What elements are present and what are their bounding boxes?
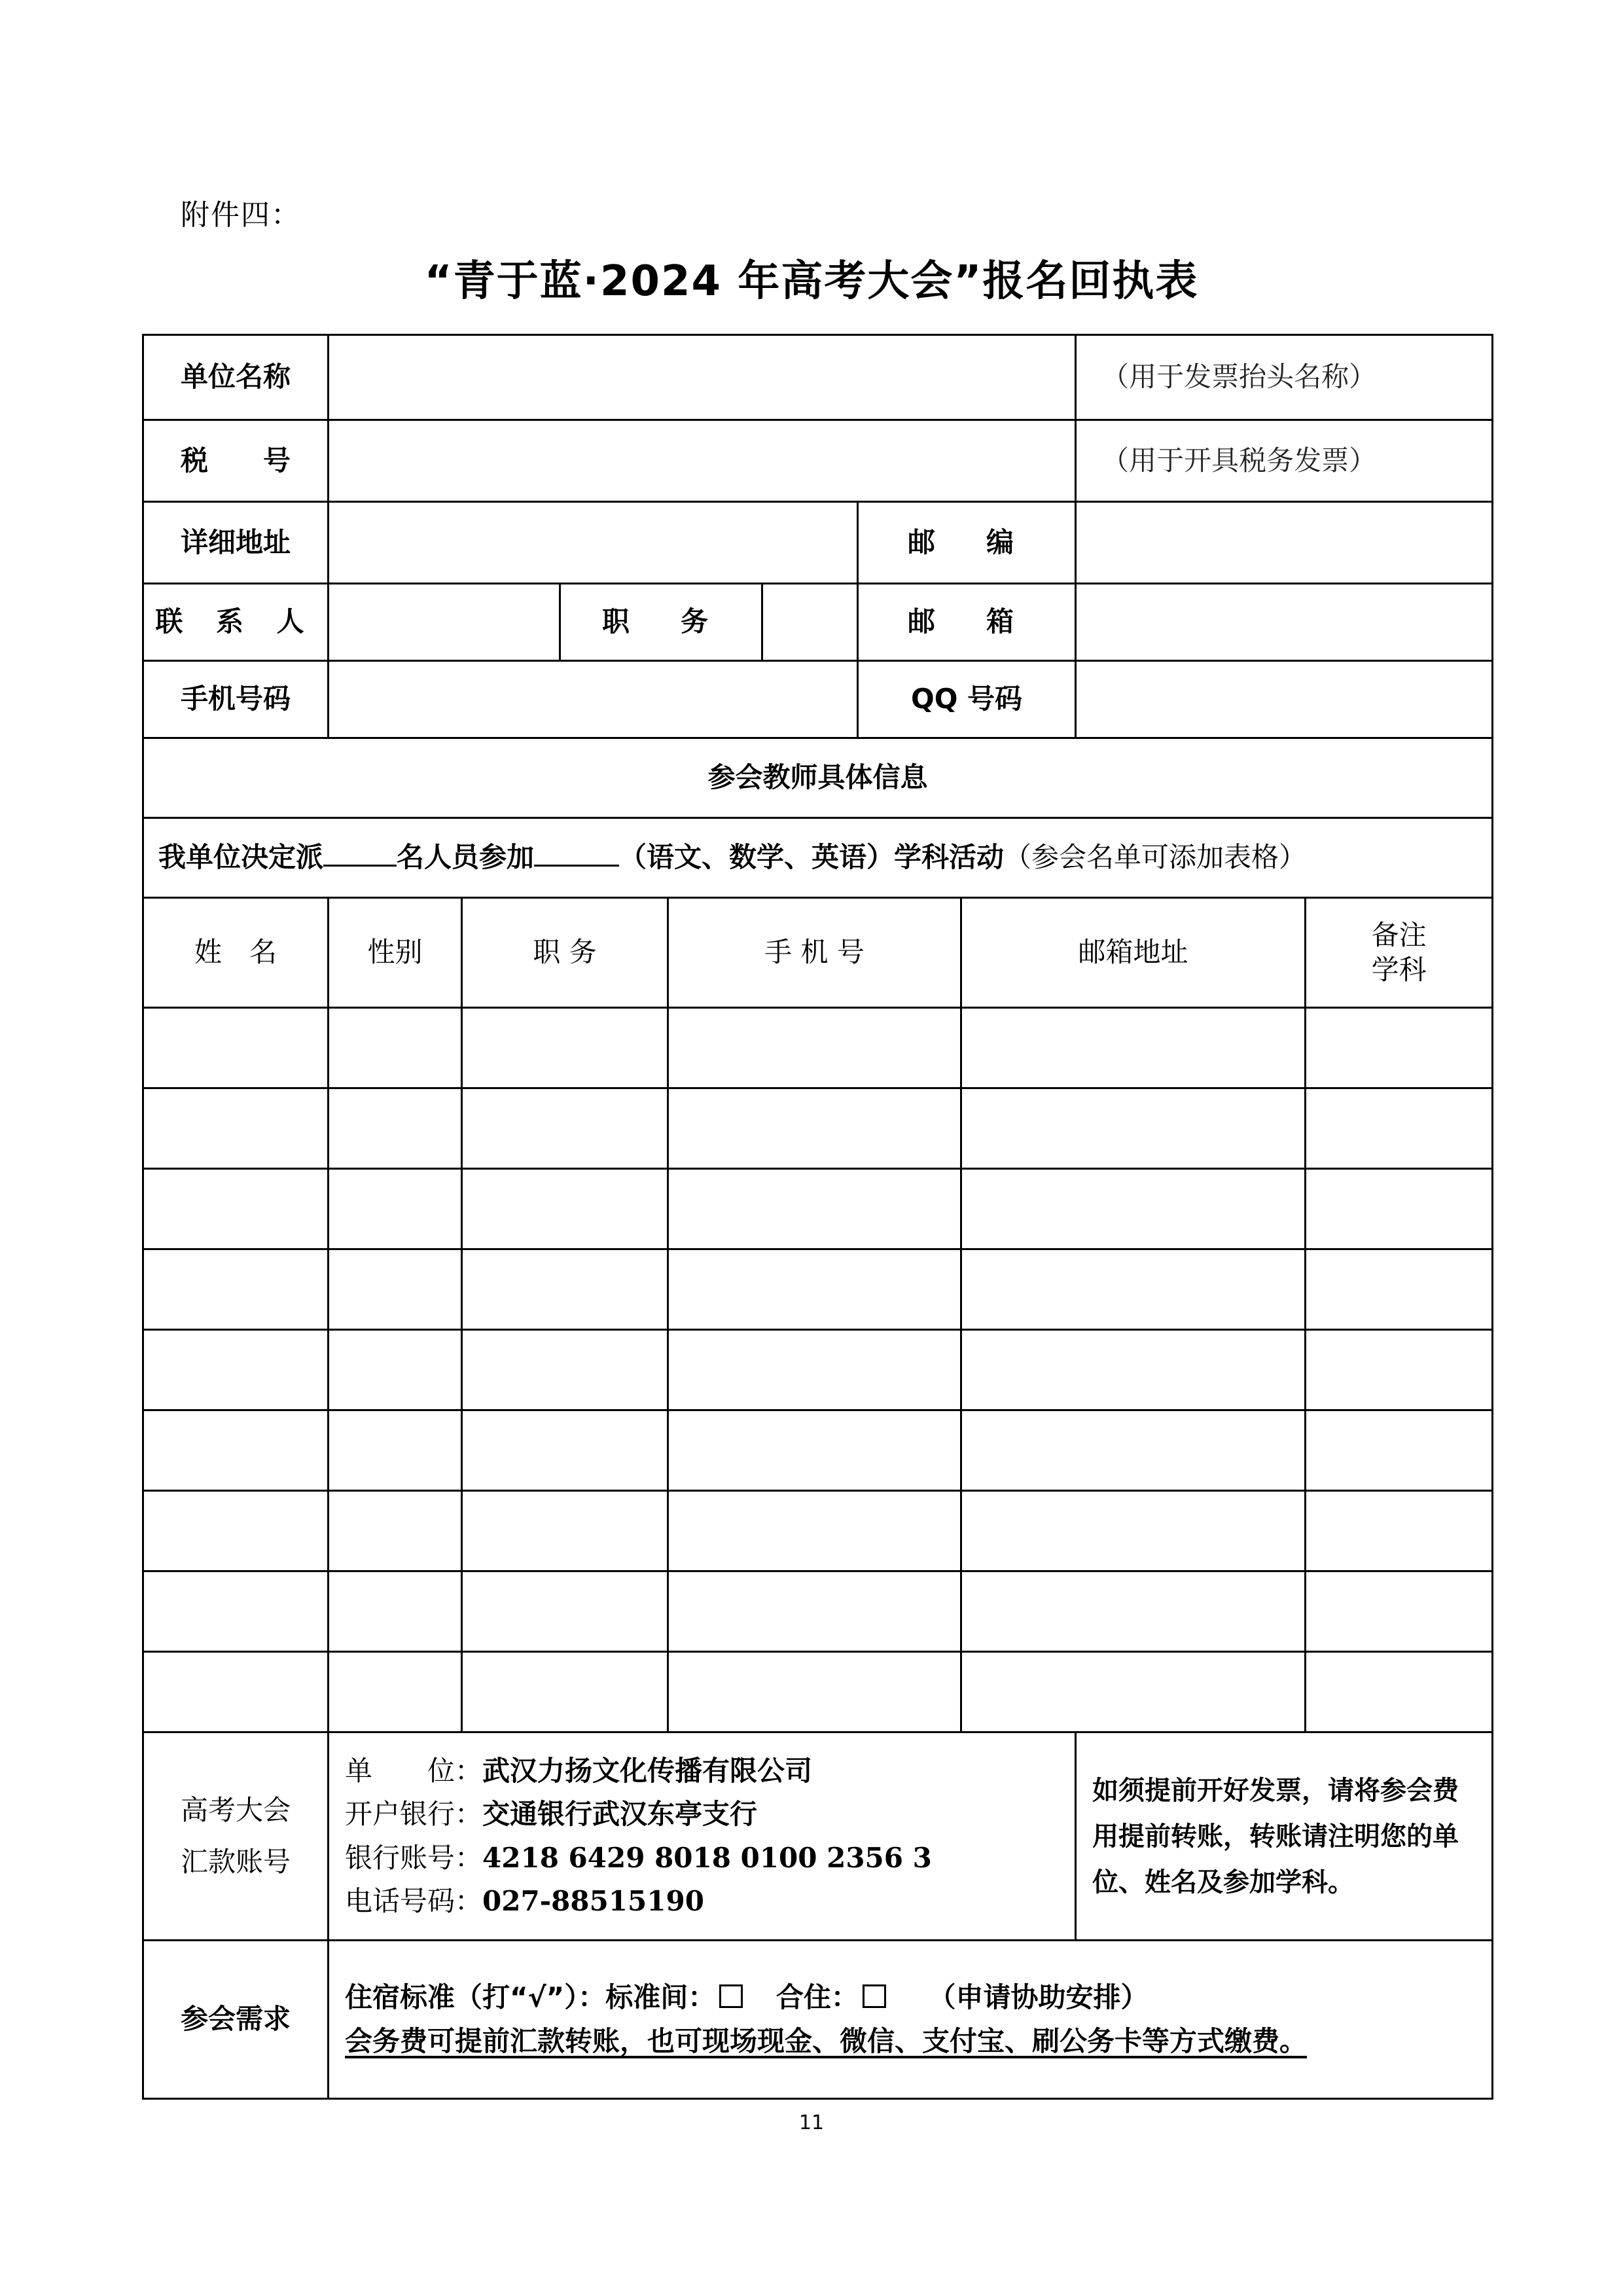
cell-gender[interactable] <box>329 1008 462 1088</box>
tax-row <box>143 420 1493 502</box>
dispatch-text-2: 名人员参加 <box>397 841 535 874</box>
postcode-label: 邮 编 <box>858 502 1076 584</box>
standard-room-checkbox[interactable] <box>719 1984 743 2008</box>
page-number: 11 <box>798 2111 825 2134</box>
unit-label: 单位名称 <box>143 335 329 420</box>
postcode-field[interactable] <box>1076 502 1493 584</box>
cell-name[interactable] <box>143 1008 329 1088</box>
cell-remark[interactable] <box>1306 1491 1493 1571</box>
payment-tel: 电话号码：027-88515190 <box>345 1885 704 1917</box>
requirements-label: 参会需求 <box>143 1941 329 2099</box>
cell-position[interactable] <box>462 1652 668 1732</box>
cell-name[interactable] <box>143 1169 329 1249</box>
payment-row <box>143 1732 1493 1941</box>
address-field[interactable] <box>329 502 858 584</box>
phone-label: 手机号码 <box>143 661 329 738</box>
phone-row <box>143 661 1493 738</box>
unit-row <box>143 335 1493 420</box>
cell-remark[interactable] <box>1306 1008 1493 1088</box>
cell-mobile[interactable] <box>668 1249 961 1330</box>
lodging-label: 住宿标准（打“√”）：标准间： <box>345 1981 716 2013</box>
cell-position[interactable] <box>462 1410 668 1491</box>
cell-remark[interactable] <box>1306 1410 1493 1491</box>
table-row <box>143 1652 1493 1732</box>
payment-unit: 单 位：武汉力扬文化传播有限公司 <box>345 1754 813 1787</box>
unit-field[interactable] <box>329 335 1076 420</box>
requirements-details <box>329 1941 1493 2099</box>
email-field[interactable] <box>1076 584 1493 661</box>
email-label: 邮 箱 <box>858 584 1076 661</box>
cell-email[interactable] <box>961 1088 1306 1169</box>
header-email: 邮箱地址 <box>961 898 1306 1008</box>
cell-position[interactable] <box>462 1088 668 1169</box>
header-position: 职 务 <box>462 898 668 1008</box>
contact-label: 联 系 人 <box>143 584 329 661</box>
table-row <box>143 1571 1493 1652</box>
attachment-label: 附件四： <box>181 198 301 232</box>
cell-remark[interactable] <box>1306 1330 1493 1410</box>
cell-remark[interactable] <box>1306 1571 1493 1652</box>
cell-mobile[interactable] <box>668 1410 961 1491</box>
teachers-section-title: 参会教师具体信息 <box>143 738 1493 818</box>
cell-mobile[interactable] <box>668 1491 961 1571</box>
header-remark-line1: 备注 <box>1371 919 1427 951</box>
cell-mobile[interactable] <box>668 1008 961 1088</box>
qq-field[interactable] <box>1076 661 1493 738</box>
header-remark-line2: 学科 <box>1371 953 1427 986</box>
cell-name[interactable] <box>143 1249 329 1330</box>
cell-email[interactable] <box>961 1249 1306 1330</box>
cell-mobile[interactable] <box>668 1652 961 1732</box>
cell-mobile[interactable] <box>668 1169 961 1249</box>
table-row <box>143 1169 1493 1249</box>
payment-method-note: 会务费可提前汇款转账，也可现场现金、微信、支付宝、刷公务卡等方式缴费。 <box>345 2024 1308 2057</box>
payment-label-line2: 汇款账号 <box>181 1845 291 1878</box>
payment-label-line1: 高考大会 <box>181 1794 291 1826</box>
address-label: 详细地址 <box>143 502 329 584</box>
form-title: “青于蓝·2024 年高考大会”报名回执表 <box>424 257 1199 306</box>
cell-gender[interactable] <box>329 1491 462 1571</box>
cell-gender[interactable] <box>329 1330 462 1410</box>
payment-label <box>143 1732 329 1941</box>
header-mobile: 手 机 号 <box>668 898 961 1008</box>
payment-details <box>329 1732 1076 1941</box>
teachers-section-row <box>143 738 1493 818</box>
cell-mobile[interactable] <box>668 1330 961 1410</box>
cell-mobile[interactable] <box>668 1088 961 1169</box>
dispatch-text-4: （参会名单可添加表格） <box>1004 841 1307 874</box>
payment-bank: 开户银行：交通银行武汉东亭支行 <box>345 1798 758 1830</box>
header-name: 姓 名 <box>143 898 329 1008</box>
lodging-line <box>345 1981 1491 2015</box>
invoice-note: 如须提前开好发票，请将参会费用提前转账，转账请注明您的单位、姓名及参加学科。 <box>1076 1732 1493 1941</box>
contact-row <box>143 584 1493 661</box>
tax-note: （用于开具税务发票） <box>1076 420 1493 502</box>
table-row <box>143 1491 1493 1571</box>
requirements-row <box>143 1941 1493 2099</box>
table-row <box>143 1008 1493 1088</box>
registration-form <box>142 334 1493 2100</box>
unit-note: （用于发票抬头名称） <box>1076 335 1493 420</box>
cell-gender[interactable] <box>329 1652 462 1732</box>
assist-note: （申请协助安排） <box>928 1981 1149 2013</box>
cell-name[interactable] <box>143 1088 329 1169</box>
payment-account: 银行账号：4218 6429 8018 0100 2356 3 <box>345 1841 932 1874</box>
table-row <box>143 1410 1493 1491</box>
dispatch-count-blank[interactable] <box>323 862 397 867</box>
teacher-table-header <box>143 898 1493 1008</box>
shared-room-checkbox[interactable] <box>863 1984 886 2008</box>
cell-position[interactable] <box>462 1249 668 1330</box>
dispatch-row <box>143 818 1493 898</box>
position-field[interactable] <box>762 584 858 661</box>
cell-gender[interactable] <box>329 1571 462 1652</box>
header-remark <box>1306 898 1493 1008</box>
cell-position[interactable] <box>462 1008 668 1088</box>
cell-name[interactable] <box>143 1571 329 1652</box>
cell-email[interactable] <box>961 1169 1306 1249</box>
shared-label: 合住： <box>776 1981 859 2013</box>
cell-email[interactable] <box>961 1652 1306 1732</box>
cell-name[interactable] <box>143 1491 329 1571</box>
cell-remark[interactable] <box>1306 1169 1493 1249</box>
cell-email[interactable] <box>961 1571 1306 1652</box>
tax-field[interactable] <box>329 420 1076 502</box>
table-row <box>143 1088 1493 1169</box>
dispatch-text-3: （语文、数学、英语）学科活动 <box>619 841 1005 874</box>
cell-gender[interactable] <box>329 1410 462 1491</box>
header-gender: 性别 <box>329 898 462 1008</box>
dispatch-text-1: 我单位决定派 <box>158 841 324 874</box>
cell-remark[interactable] <box>1306 1652 1493 1732</box>
cell-name[interactable] <box>143 1410 329 1491</box>
cell-position[interactable] <box>462 1169 668 1249</box>
dispatch-statement <box>143 818 1493 898</box>
cell-gender[interactable] <box>329 1169 462 1249</box>
cell-position[interactable] <box>462 1571 668 1652</box>
cell-gender[interactable] <box>329 1249 462 1330</box>
address-row <box>143 502 1493 584</box>
cell-email[interactable] <box>961 1008 1306 1088</box>
phone-field[interactable] <box>329 661 858 738</box>
qq-label: QQ 号码 <box>858 661 1076 738</box>
cell-name[interactable] <box>143 1652 329 1732</box>
contact-field[interactable] <box>329 584 560 661</box>
position-label: 职 务 <box>560 584 762 661</box>
dispatch-subject-blank[interactable] <box>534 862 619 867</box>
cell-email[interactable] <box>961 1491 1306 1571</box>
cell-email[interactable] <box>961 1330 1306 1410</box>
tax-label: 税 号 <box>143 420 329 502</box>
cell-position[interactable] <box>462 1491 668 1571</box>
cell-gender[interactable] <box>329 1088 462 1169</box>
cell-name[interactable] <box>143 1330 329 1410</box>
cell-position[interactable] <box>462 1330 668 1410</box>
cell-email[interactable] <box>961 1410 1306 1491</box>
table-row <box>143 1249 1493 1330</box>
cell-remark[interactable] <box>1306 1249 1493 1330</box>
table-row <box>143 1330 1493 1410</box>
cell-mobile[interactable] <box>668 1571 961 1652</box>
cell-remark[interactable] <box>1306 1088 1493 1169</box>
